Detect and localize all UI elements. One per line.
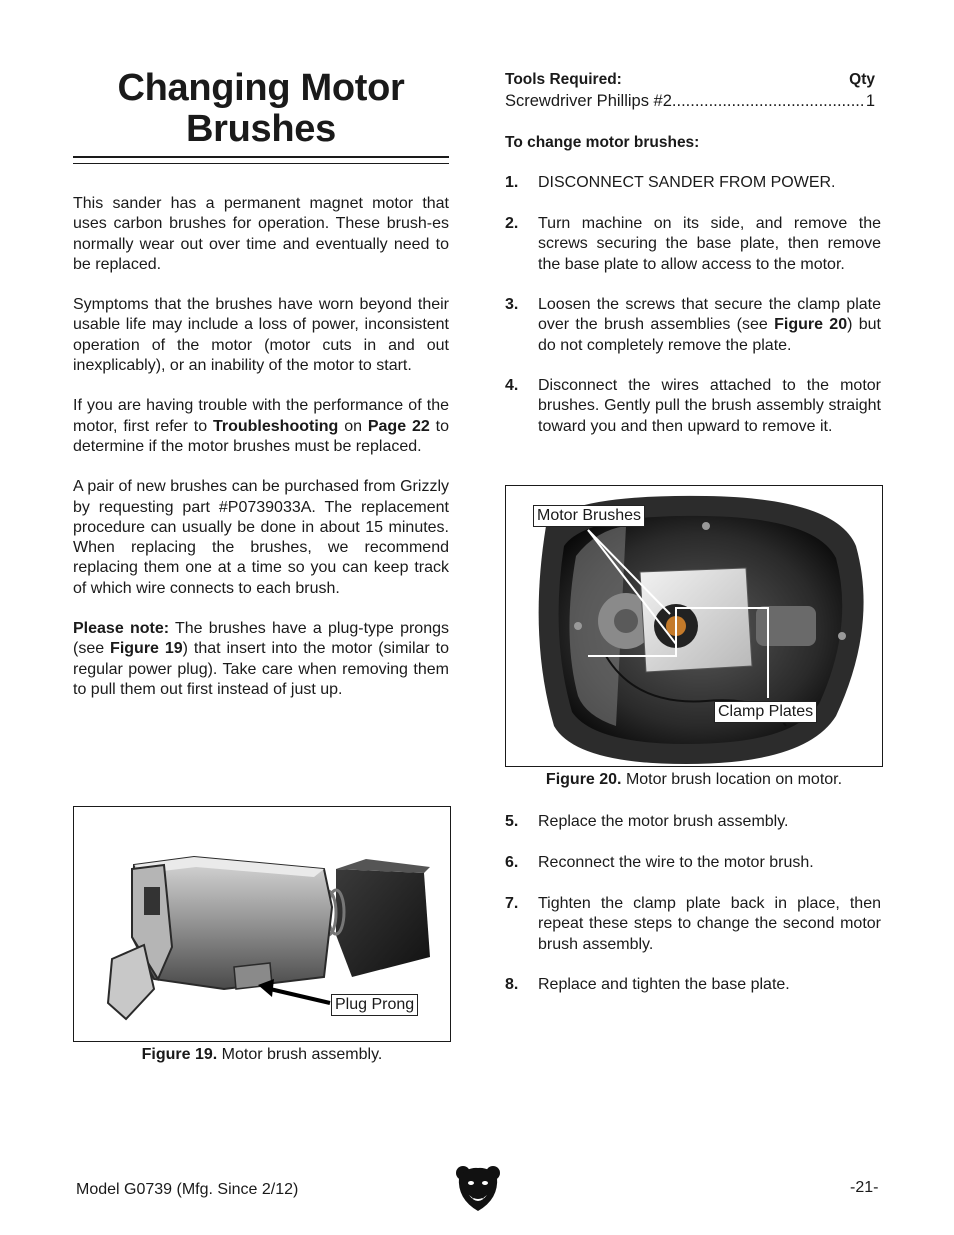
step-4 bbox=[505, 376, 881, 437]
figure-20-caption bbox=[505, 771, 883, 789]
footer-model: Model G0739 (Mfg. Since 2/12) bbox=[76, 1181, 299, 1198]
intro-paragraph-3 bbox=[73, 396, 449, 457]
title-rule-thin bbox=[73, 163, 449, 164]
step-number: 6. bbox=[505, 854, 519, 871]
note-label: Please note: bbox=[73, 620, 170, 638]
step-8 bbox=[505, 975, 881, 995]
step-6 bbox=[505, 853, 881, 873]
step-text bbox=[538, 295, 881, 356]
intro-column bbox=[73, 194, 449, 720]
tools-header bbox=[505, 71, 875, 89]
step-text: Replace and tighten the base plate. bbox=[538, 976, 790, 993]
clamp-plates-callout: Clamp Plates bbox=[714, 701, 817, 723]
page-title: Changing Motor Brushes bbox=[117, 67, 405, 150]
figure-19-caption bbox=[73, 1046, 451, 1064]
figure-reference: Figure 19 bbox=[110, 640, 183, 658]
step-7 bbox=[505, 894, 881, 955]
text-run: to determine if the motor brushes must be replaced. bbox=[73, 417, 449, 455]
figure-19-caption-text: Motor brush assembly. bbox=[217, 1046, 383, 1063]
step-text: Turn machine on its side, and remove the screws securing the base plate, then remove the base plate to allow access to the motor. bbox=[538, 215, 881, 273]
text-run: ) but do not completely remove the plate. bbox=[538, 316, 881, 354]
step-number: 8. bbox=[505, 976, 519, 993]
step-text: DISCONNECT SANDER FROM POWER. bbox=[538, 174, 836, 191]
figure-19-label: Figure 19. bbox=[141, 1046, 218, 1063]
step-text: Tighten the clamp plate back in place, then repeat these steps to change the second motor brush assembly. bbox=[538, 895, 881, 953]
text-run: The brushes have a plug-type prongs (see bbox=[73, 620, 449, 658]
tool-name: Screwdriver Phillips #2 bbox=[505, 92, 672, 110]
step-2 bbox=[505, 214, 881, 275]
title-rule-thick bbox=[73, 156, 449, 158]
step-text: Replace the motor brush assembly. bbox=[538, 813, 789, 830]
text-run: ) that insert into the motor (similar to regular power plug). Take care when removing them to pull them out first instead of just up. bbox=[73, 640, 449, 698]
step-text: Reconnect the wire to the motor brush. bbox=[538, 854, 814, 871]
text-run: If you are having trouble with the performance of the motor, first refer to bbox=[73, 397, 449, 435]
step-text: Disconnect the wires attached to the motor brushes. Gently pull the brush assembly straight toward you and then upward to remove it. bbox=[538, 377, 881, 435]
step-number: 3. bbox=[505, 296, 519, 313]
troubleshooting-link: Troubleshooting bbox=[212, 417, 339, 435]
plug-prong-callout: Plug Prong bbox=[331, 994, 418, 1016]
intro-paragraph-2: Symptoms that the brushes have worn beyond their usable life may include a loss of power, inconsistent operation of the motor (motor cuts in and out inexplicably), or an inability of the motor to start. bbox=[73, 296, 449, 375]
text-run: on bbox=[338, 417, 368, 435]
grizzly-bear-logo-icon bbox=[455, 1163, 501, 1213]
step-3 bbox=[505, 295, 881, 356]
qty-label: Qty bbox=[849, 71, 875, 88]
figure-20-caption-text: Motor brush location on motor. bbox=[621, 771, 843, 788]
tools-required-label: Tools Required: bbox=[505, 71, 622, 88]
figure-20-motor-photo bbox=[505, 485, 883, 767]
figure-reference: Figure 20 bbox=[774, 316, 848, 334]
intro-paragraph-5 bbox=[73, 619, 449, 700]
page-reference: Page 22 bbox=[367, 417, 430, 435]
step-number: 2. bbox=[505, 215, 519, 232]
step-number: 5. bbox=[505, 813, 519, 830]
steps-header: To change motor brushes: bbox=[505, 134, 700, 151]
motor-brushes-callout: Motor Brushes bbox=[533, 505, 645, 527]
text-run: Loosen the screws that secure the clamp plate over the brush assemblies (see bbox=[538, 296, 881, 334]
step-number: 4. bbox=[505, 377, 519, 394]
tool-qty: 1 bbox=[865, 92, 875, 110]
tools-item-row bbox=[505, 92, 875, 111]
page-number: -21- bbox=[850, 1179, 879, 1196]
step-1 bbox=[505, 173, 881, 193]
step-number: 7. bbox=[505, 895, 519, 912]
leader-dots bbox=[672, 92, 866, 111]
figure-20-label: Figure 20. bbox=[545, 771, 622, 788]
intro-paragraph-1: This sander has a permanent magnet motor that uses carbon brushes for operation. These brush-es normally wear out over time and eventually need to be replaced. bbox=[73, 195, 449, 273]
step-5 bbox=[505, 812, 881, 832]
motor-housing-illustration bbox=[506, 486, 883, 767]
step-number: 1. bbox=[505, 174, 519, 191]
intro-paragraph-4: A pair of new brushes can be purchased from Grizzly by requesting part #P0739033A. The replacement procedure can usually be done in about 15 minutes. When replacing the brushes, we recommend replacing them one at a time so you can keep track of which wire connects to each brush. bbox=[73, 478, 449, 597]
figure-19-motor-brush-photo bbox=[73, 806, 451, 1042]
